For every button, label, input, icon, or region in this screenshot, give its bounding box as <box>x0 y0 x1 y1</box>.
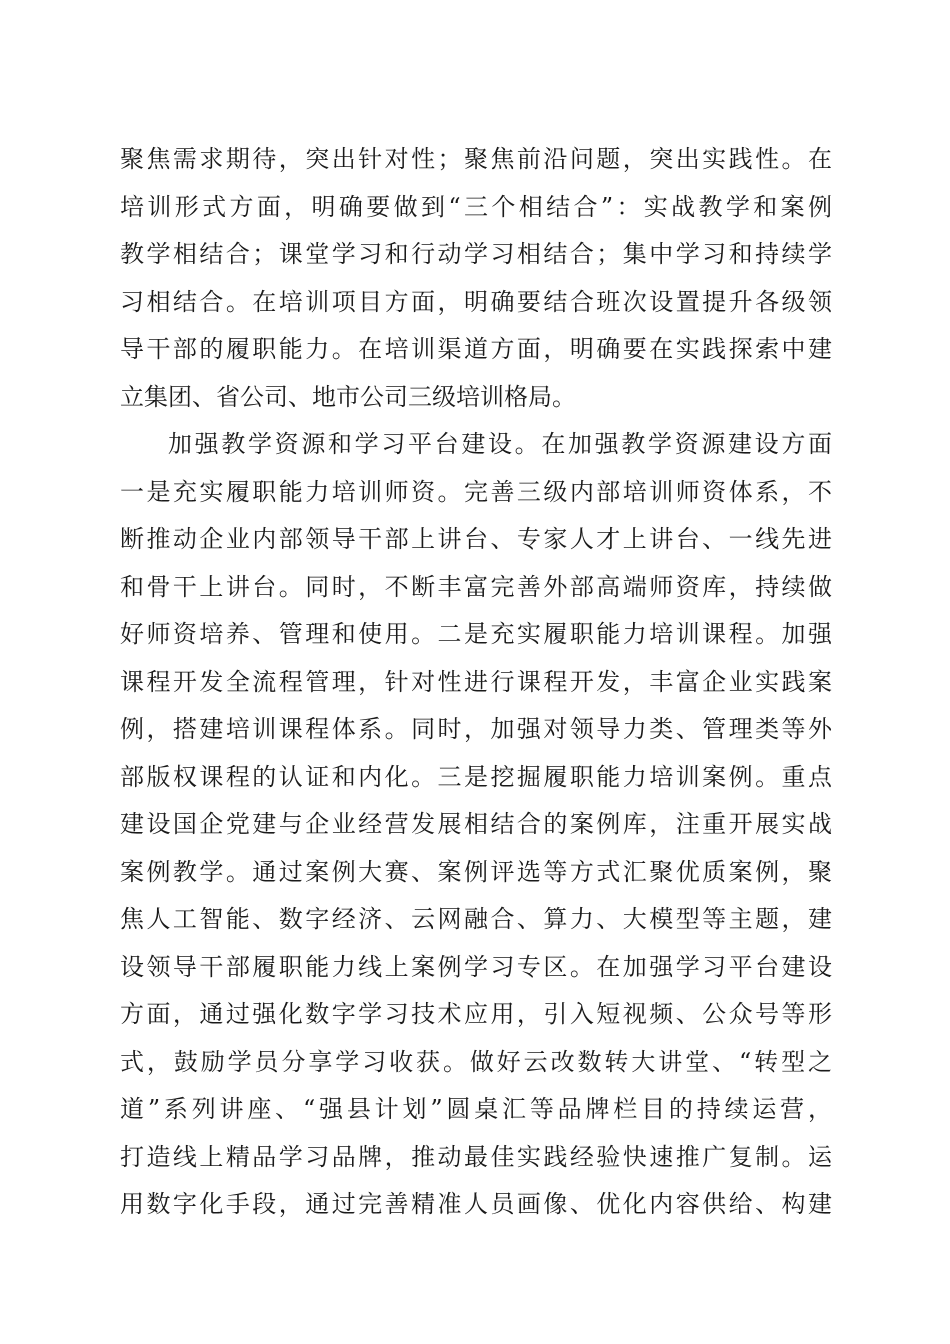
text-line: 教学相结合；课堂学习和行动学习相结合；集中学习和持续学 <box>120 240 832 268</box>
text-line: 导干部的履职能力。在培训渠道方面，明确要在实践探索中建 <box>120 335 832 363</box>
text-line: 式，鼓励学员分享学习收获。做好云改数转大讲堂、“转型之 <box>120 1047 832 1076</box>
text-line: 方面，通过强化数字学习技术应用，引入短视频、公众号等形 <box>120 1000 832 1028</box>
paragraph-resources-platform <box>120 421 832 1229</box>
text-line: 课程开发全流程管理，针对性进行课程开发，丰富企业实践案 <box>120 667 832 696</box>
text-line: 聚焦需求期待，突出针对性；聚焦前沿问题，突出实践性。在 <box>120 145 832 173</box>
text-line: 好师资培养、管理和使用。二是充实履职能力培训课程。加强 <box>120 620 832 648</box>
text-line: 用数字化手段，通过完善精准人员画像、优化内容供给、构建 <box>120 1190 832 1218</box>
text-line: 一是充实履职能力培训师资。完善三级内部培训师资体系，不 <box>120 477 832 506</box>
text-line: 断推动企业内部领导干部上讲台、专家人才上讲台、一线先进 <box>120 525 832 553</box>
document-body <box>120 136 832 1229</box>
text-line: 和骨干上讲台。同时，不断丰富完善外部高端师资库，持续做 <box>120 572 832 601</box>
text-line: 加强教学资源和学习平台建设。在加强教学资源建设方面 <box>168 430 832 458</box>
text-line: 立集团、省公司、地市公司三级培训格局。 <box>120 382 576 411</box>
text-line: 例，搭建培训课程体系。同时，加强对领导力类、管理类等外 <box>120 715 832 743</box>
text-line: 道”系列讲座、“强县计划”圆桌汇等品牌栏目的持续运营， <box>120 1095 832 1123</box>
text-line: 建设国企党建与企业经营发展相结合的案例库，注重开展实战 <box>120 810 832 838</box>
text-line: 设领导干部履职能力线上案例学习专区。在加强学习平台建设 <box>120 952 832 981</box>
text-line: 案例教学。通过案例大赛、案例评选等方式汇聚优质案例，聚 <box>120 857 832 886</box>
text-line: 打造线上精品学习品牌，推动最佳实践经验快速推广复制。运 <box>120 1142 832 1171</box>
text-line: 焦人工智能、数字经济、云网融合、算力、大模型等主题，建 <box>120 905 832 933</box>
text-line: 培训形式方面，明确要做到“三个相结合”：实战教学和案例 <box>120 192 832 221</box>
text-line: 部版权课程的认证和内化。三是挖掘履职能力培训案例。重点 <box>120 762 832 791</box>
paragraph-continuation <box>120 136 832 421</box>
text-line: 习相结合。在培训项目方面，明确要结合班次设置提升各级领 <box>120 287 832 316</box>
